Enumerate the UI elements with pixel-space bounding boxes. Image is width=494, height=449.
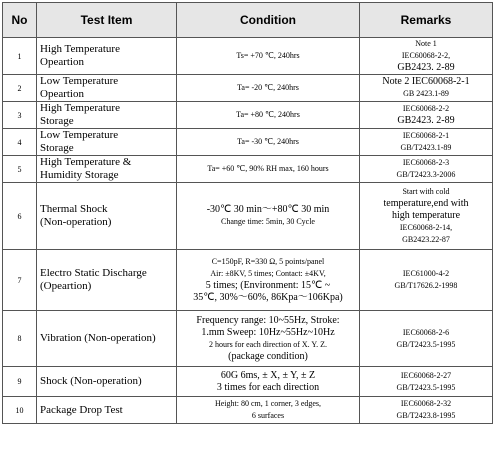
condition-line: Ta= +60 ℃, 90% RH max, 160 hours (207, 164, 329, 173)
table-row (3, 367, 493, 397)
condition-cell (177, 367, 360, 397)
condition-line: Change time: 5min, 30 Cycle (221, 217, 315, 226)
condition-line: Air: ±8KV, 5 times; Contact: ±4KV, (210, 269, 326, 278)
condition-line: 35℃, 30%～60%, 86Kpa～106Kpa) (193, 292, 343, 303)
test-item-line: Electro Static Discharge (40, 267, 147, 279)
remarks-line: IEC60068-2-1 (402, 131, 450, 140)
remarks-line: GB/T2423.5-1995 (396, 382, 456, 392)
row-number: 4 (3, 129, 37, 156)
remarks-line: IEC60068-2-6 (402, 327, 450, 337)
test-item-line: Opeartion (40, 56, 84, 68)
condition-cell (177, 250, 360, 311)
test-item-line: (Non-operation) (40, 216, 112, 228)
header-remarks: Remarks (360, 3, 493, 38)
condition-cell (177, 129, 360, 156)
table-body (3, 38, 493, 424)
remarks-cell (360, 75, 493, 102)
condition-cell (177, 38, 360, 75)
condition-cell (177, 183, 360, 250)
test-item-line: Low Temperature (40, 75, 119, 87)
test-item-line: Storage (40, 115, 74, 127)
condition-line: 1.mm Sweep: 10Hz~55Hz~10Hz (201, 326, 335, 338)
test-item-cell (37, 38, 177, 75)
condition-line: Ta= -20 ℃, 240hrs (237, 83, 299, 92)
table-row (3, 156, 493, 183)
remarks-cell (360, 129, 493, 156)
header-no: No (3, 3, 37, 38)
condition-line: Frequency range: 10~55Hz, Stroke: (196, 314, 340, 326)
condition-line: 2 hours for each direction of X. Y. Z. (209, 339, 327, 349)
remarks-cell (360, 102, 493, 129)
remarks-line: IEC60068-2-14, (399, 223, 453, 232)
condition-line: Ta= -30 ℃, 240hrs (237, 137, 299, 146)
test-item-cell (37, 75, 177, 102)
condition-cell (177, 311, 360, 367)
row-number: 6 (3, 183, 37, 250)
remarks-line: GB/T2423.3-2006 (396, 170, 456, 179)
condition-cell (177, 102, 360, 129)
test-item-cell (37, 397, 177, 424)
row-number: 8 (3, 311, 37, 367)
test-item-line: (Opeartion) (40, 280, 92, 292)
remarks-line: IEC60068-2-2, (401, 51, 451, 60)
remarks-line: GB2423.22-87 (402, 235, 450, 244)
test-item-line: High Temperature (40, 102, 120, 114)
test-item-cell (37, 367, 177, 397)
test-item-cell (37, 250, 177, 311)
header-row (3, 3, 493, 38)
remarks-cell (360, 156, 493, 183)
condition-line: 3 times for each direction (216, 381, 320, 393)
condition-cell (177, 75, 360, 102)
remarks-line: IEC60068-2-32 (400, 399, 452, 408)
row-number: 5 (3, 156, 37, 183)
remarks-cell (360, 397, 493, 424)
remarks-line: Start with cold (402, 187, 450, 196)
test-item-line: High Temperature & (40, 156, 132, 168)
condition-cell (177, 397, 360, 424)
remarks-line: GB2423. 2-89 (397, 115, 455, 126)
condition-line: (package condition) (228, 350, 308, 362)
test-item-cell (37, 311, 177, 367)
row-number: 3 (3, 102, 37, 129)
remarks-line: GB2423. 2-89 (397, 62, 455, 73)
condition-line: -30℃ 30 min～+80℃ 30 min (206, 204, 330, 215)
table-row (3, 397, 493, 424)
table-header (3, 3, 493, 38)
row-number: 2 (3, 75, 37, 102)
row-number: 10 (3, 397, 37, 424)
test-item-cell (37, 129, 177, 156)
remarks-cell (360, 311, 493, 367)
remarks-line: IEC60068-2-27 (400, 370, 452, 380)
remarks-line: GB/T2423.5-1995 (396, 339, 456, 349)
row-number: 1 (3, 38, 37, 75)
remarks-line: IEC60068-2-3 (402, 158, 450, 167)
test-item-line: Thermal Shock (40, 203, 108, 215)
remarks-line: GB/T2423.1-89 (400, 143, 452, 152)
table-row (3, 38, 493, 75)
condition-line: Height: 80 cm, 1 corner, 3 edges, (214, 399, 322, 408)
condition-line: 60G 6ms, ± X, ± Y, ± Z (220, 369, 316, 381)
remarks-line: Note 2 IEC60068-2-1 (382, 76, 470, 87)
remarks-line: Note 1 (415, 39, 437, 48)
condition-line: Ta= +80 ℃, 240hrs (236, 110, 300, 119)
table-row (3, 183, 493, 250)
test-item-line: Package Drop Test (40, 403, 123, 416)
condition-line: C=150pF, R=330 Ω, 5 points/panel (211, 257, 325, 266)
test-item-line: Low Temperature (40, 129, 119, 141)
test-item-line: Shock (Non-operation) (40, 375, 142, 387)
test-item-cell (37, 102, 177, 129)
test-item-line: Storage (40, 142, 74, 154)
remarks-cell (360, 250, 493, 311)
table-row (3, 250, 493, 311)
remarks-line: GB/T17626.2-1998 (394, 281, 458, 290)
table-row (3, 311, 493, 367)
table-row (3, 102, 493, 129)
remarks-line: IEC61000-4-2 (402, 269, 450, 278)
remarks-line: IEC60068-2-2 (402, 104, 450, 113)
row-number: 9 (3, 367, 37, 397)
remarks-cell (360, 38, 493, 75)
test-item-line: Vibration (Non-operation) (40, 332, 156, 344)
remarks-line: GB 2423.1-89 (403, 89, 449, 98)
header-test-item: Test Item (37, 3, 177, 38)
row-number: 7 (3, 250, 37, 311)
test-item-cell (37, 156, 177, 183)
remarks-line: temperature,end with (383, 198, 469, 209)
test-item-cell (37, 183, 177, 250)
remarks-cell (360, 367, 493, 397)
header-condition: Condition (177, 3, 360, 38)
remarks-line: GB/T2423.8-1995 (396, 411, 456, 420)
condition-cell (177, 156, 360, 183)
condition-line: 6 surfaces (251, 411, 285, 420)
test-item-line: Humidity Storage (40, 169, 119, 181)
remarks-cell (360, 183, 493, 250)
test-item-line: Opeartion (40, 88, 84, 100)
table-row (3, 75, 493, 102)
reliability-test-table (2, 2, 493, 424)
condition-line: Ts= +70 ℃, 240hrs (236, 51, 300, 60)
table-row (3, 129, 493, 156)
test-item-line: High Temperature (40, 43, 120, 55)
remarks-line: high temperature (391, 210, 461, 221)
condition-line: 5 times; (Environment: 15℃ ~ (205, 280, 331, 291)
